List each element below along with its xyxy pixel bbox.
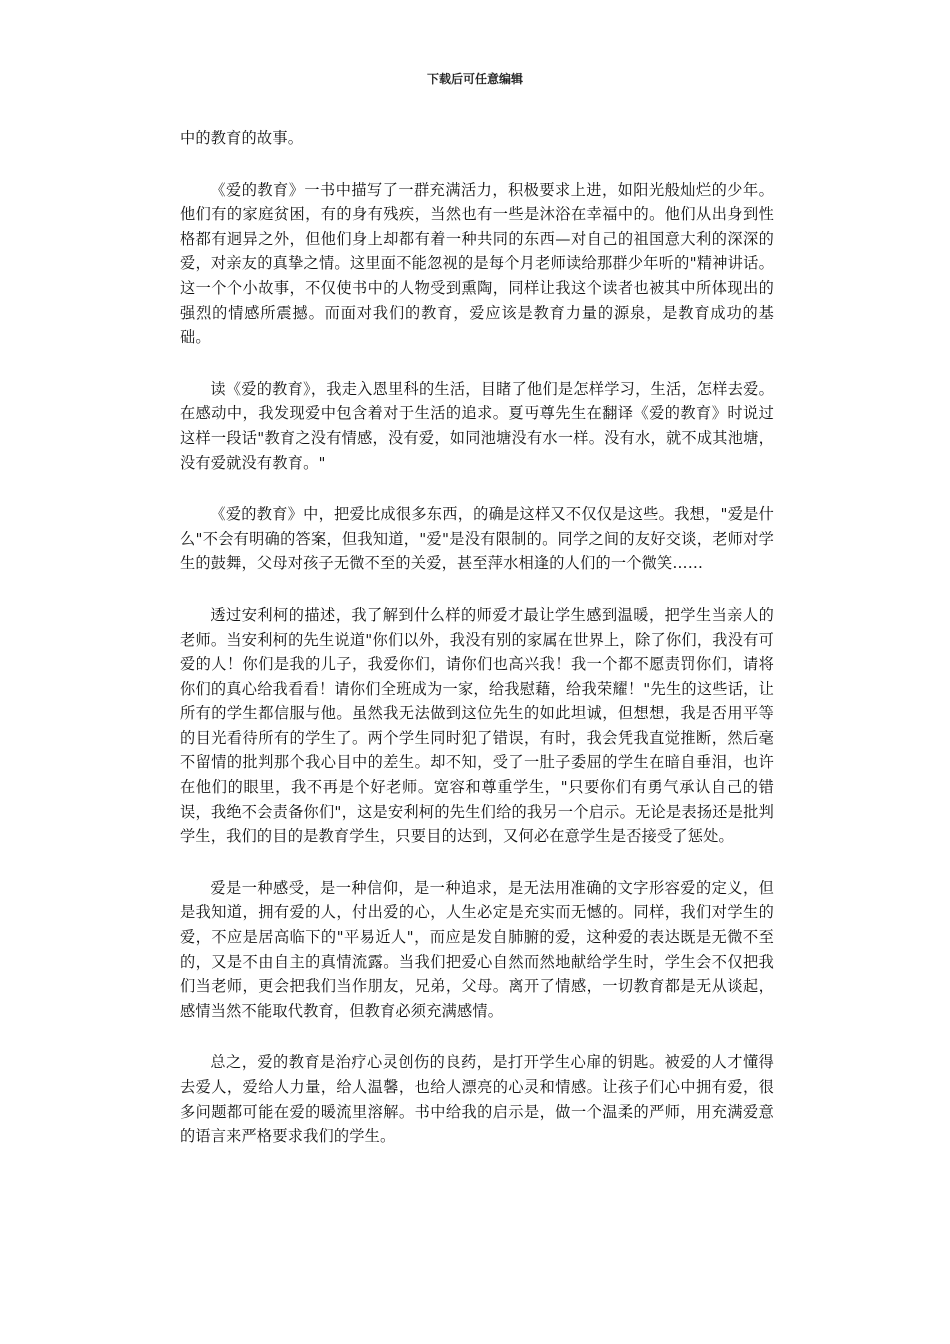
document-body xyxy=(180,126,774,1176)
paragraph-7: 总之，爱的教育是治疗心灵创伤的良药，是打开学生心扉的钥匙。被爱的人才懂得去爱人，爱给人力量，给人温馨，也给人漂亮的心灵和情感。让孩子们心中拥有爱，很多问题都可能在爱的暖流里溶解。书中给我的启示是，做一个温柔的严师，用充满爱意的语言来严格要求我们的学生。 xyxy=(180,1053,774,1146)
paragraph-4: 《爱的教育》中，把爱比成很多东西，的确是这样又不仅仅是这些。我想，"爱是什么"不会有明确的答案，但我知道，"爱"是没有限制的。同学之间的友好交谈，老师对学生的鼓舞，父母对孩子无微不至的关爱，甚至萍水相逢的人们的一个微笑…… xyxy=(180,505,774,573)
paragraph-5: 透过安利柯的描述，我了解到什么样的师爱才最让学生感到温暖，把学生当亲人的老师。当安利柯的先生说道"你们以外，我没有别的家属在世界上，除了你们，我没有可爱的人！你们是我的儿子，我爱你们，请你们也高兴我！我一个都不愿责罚你们，请将你们的真心给我看看！请你们全班成为一家，给我慰藉，给我荣耀！"先生的这些话，让所有的学生都信服与他。虽然我无法做到这位先生的如此坦诚，但想想，我是否用平等的目光看待所有的学生了。两个学生同时犯了错误，有时，我会凭我直觉推断，然后毫不留情的批判那个我心目中的差生。却不知，受了一肚子委屈的学生在暗自垂泪，也许在他们的眼里，我不再是个好老师。宽容和尊重学生，"只要你们有勇气承认自己的错误，我绝不会责备你们"，这是安利柯的先生们给的我另一个启示。无论是表扬还是批判学生，我们的目的是教育学生，只要目的达到，又何必在意学生是否接受了惩处。 xyxy=(180,605,774,846)
page-header: 下载后可任意编辑 xyxy=(426,72,523,86)
paragraph-3: 读《爱的教育》，我走入恩里科的生活，目睹了他们是怎样学习，生活，怎样去爱。在感动中，我发现爱中包含着对于生活的追求。夏丏尊先生在翻译《爱的教育》时说过这样一段话"教育之没有情感，没有爱，如同池塘没有水一样。没有水，就不成其池塘，没有爱就没有教育。" xyxy=(180,379,774,472)
paragraph-1: 中的教育的故事。 xyxy=(180,129,304,147)
paragraph-2: 《爱的教育》一书中描写了一群充满活力，积极要求上进，如阳光般灿烂的少年。他们有的家庭贫困，有的身有残疾，当然也有一些是沐浴在幸福中的。他们从出身到性格都有迥异之外，但他们身上却都有着一种共同的东西—对自己的祖国意大利的深深的爱，对亲友的真挚之情。这里面不能忽视的是每个月老师读给那群少年听的"精神讲话。这一个个小故事，不仅使书中的人物受到熏陶，同样让我这个读者也被其中所体现出的强烈的情感所震撼。而面对我们的教育，爱应该是教育力量的源泉，是教育成功的基础。 xyxy=(180,180,774,347)
paragraph-6: 爱是一种感受，是一种信仰，是一种追求，是无法用准确的文字形容爱的定义，但是我知道，拥有爱的人，付出爱的心，人生必定是充实而无憾的。同样，我们对学生的爱，不应是居高临下的"平易近人"，而应是发自肺腑的爱，这种爱的表达既是无微不至的，又是不由自主的真情流露。当我们把爱心自然而然地献给学生时，学生会不仅把我们当老师，更会把我们当作朋友，兄弟，父母。离开了情感，一切教育都是无从谈起，感情当然不能取代教育，但教育必须充满感情。 xyxy=(180,878,774,1020)
